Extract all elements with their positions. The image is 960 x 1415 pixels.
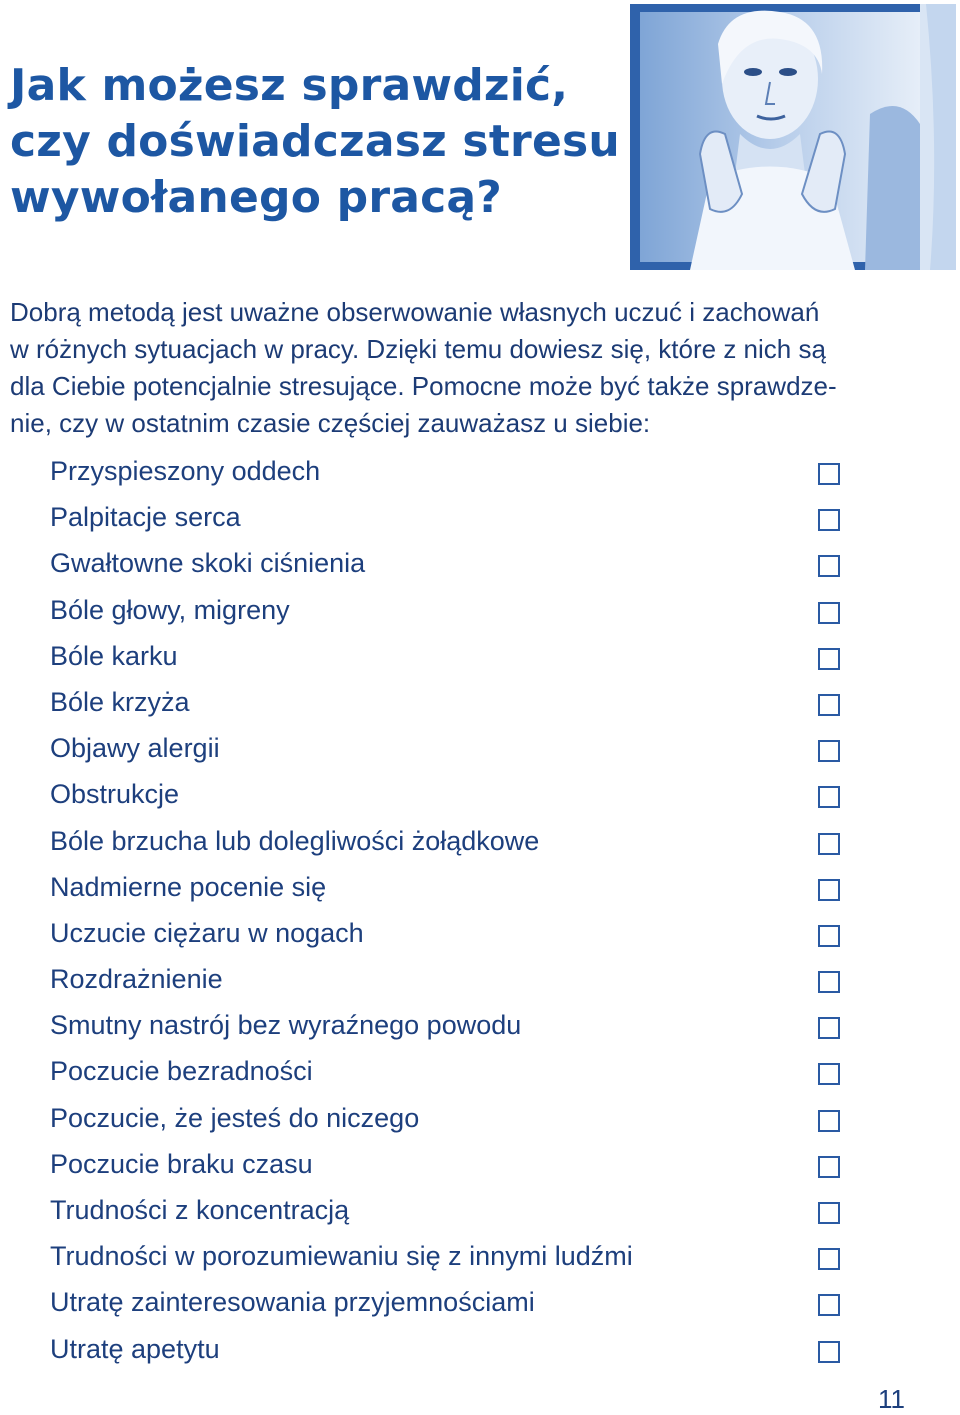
checklist-item-label: Bóle krzyża [50,686,190,717]
checkbox[interactable] [818,833,840,855]
checklist-item-label: Objawy alergii [50,733,220,764]
checkbox[interactable] [818,602,840,624]
checklist-item-label: Obstrukcje [50,779,180,810]
checklist-item [50,589,850,635]
checklist-item-label: Poczucie bezradności [50,1056,313,1087]
checklist-item-label: Uczucie ciężaru w nogach [50,917,364,948]
checklist-item-label: Bóle głowy, migreny [50,594,290,625]
checklist-item-label: Utratę apetytu [50,1333,220,1364]
checklist-item [50,912,850,958]
checklist-item [50,727,850,773]
checklist-item-label: Poczucie braku czasu [50,1148,313,1179]
checklist-item-label: Bóle brzucha lub dolegliwości żołądkowe [50,825,540,856]
checkbox[interactable] [818,1017,840,1039]
checklist-item [50,681,850,727]
checkbox[interactable] [818,925,840,947]
title-line: Jak możesz sprawdzić, [10,60,569,111]
woman-in-mirror-photo [630,4,956,270]
checklist-item-label: Smutny nastrój bez wyraźnego powodu [50,1010,522,1041]
intro-line: w różnych sytuacjach w pracy. Dzięki temu dowiesz się, które z nich są [10,334,826,364]
checklist-item [50,1050,850,1096]
intro-paragraph [10,294,925,442]
checklist-item [50,496,850,542]
checklist-item [50,1097,850,1143]
symptom-checklist [50,450,850,1374]
checklist-item-label: Poczucie, że jesteś do niczego [50,1102,420,1133]
checklist-item [50,866,850,912]
checklist-item [50,958,850,1004]
page-number: 11 [878,1384,905,1414]
checklist-item-label: Bóle karku [50,640,178,671]
page-title [10,58,620,226]
checkbox[interactable] [818,740,840,762]
checklist-item-label: Palpitacje serca [50,502,241,533]
checkbox[interactable] [818,971,840,993]
checkbox[interactable] [818,1156,840,1178]
intro-line: dla Ciebie potencjalnie stresujące. Pomocne może być także sprawdze- [10,371,837,401]
checkbox[interactable] [818,648,840,670]
checklist-item-label: Przyspieszony oddech [50,456,321,486]
checkbox[interactable] [818,1294,840,1316]
title-line: czy doświadczasz stresu [10,116,620,167]
checklist-item-label: Rozdrażnienie [50,964,223,995]
checkbox[interactable] [818,1341,840,1363]
checkbox[interactable] [818,1248,840,1270]
checklist-item [50,542,850,588]
checkbox[interactable] [818,694,840,716]
intro-line: Dobrą metodą jest uważne obserwowanie własnych uczuć i zachowań [10,297,820,327]
intro-line: nie, czy w ostatnim czasie częściej zauważasz u siebie: [10,408,651,438]
checklist-item-label: Nadmierne pocenie się [50,871,327,902]
checklist-item [50,450,850,496]
checklist-item [50,1328,850,1374]
checklist-item [50,1004,850,1050]
checklist-item [50,635,850,681]
checkbox[interactable] [818,555,840,577]
checkbox[interactable] [818,1202,840,1224]
title-line: wywołanego pracą? [10,172,503,223]
checklist-item [50,1189,850,1235]
checklist-item [50,1281,850,1327]
checklist-item [50,773,850,819]
checklist-item-label: Trudności z koncentracją [50,1195,350,1225]
checkbox[interactable] [818,1063,840,1085]
checklist-item [50,820,850,866]
checkbox[interactable] [818,509,840,531]
checkbox[interactable] [818,879,840,901]
checklist-item [50,1143,850,1189]
checkbox[interactable] [818,1110,840,1132]
checkbox[interactable] [818,463,840,485]
checklist-item-label: Utratę zainteresowania przyjemnościami [50,1287,535,1318]
checklist-item [50,1235,850,1281]
checkbox[interactable] [818,786,840,808]
checklist-item-label: Trudności w porozumiewaniu się z innymi ludźmi [50,1241,633,1272]
checklist-item-label: Gwałtowne skoki ciśnienia [50,548,366,579]
